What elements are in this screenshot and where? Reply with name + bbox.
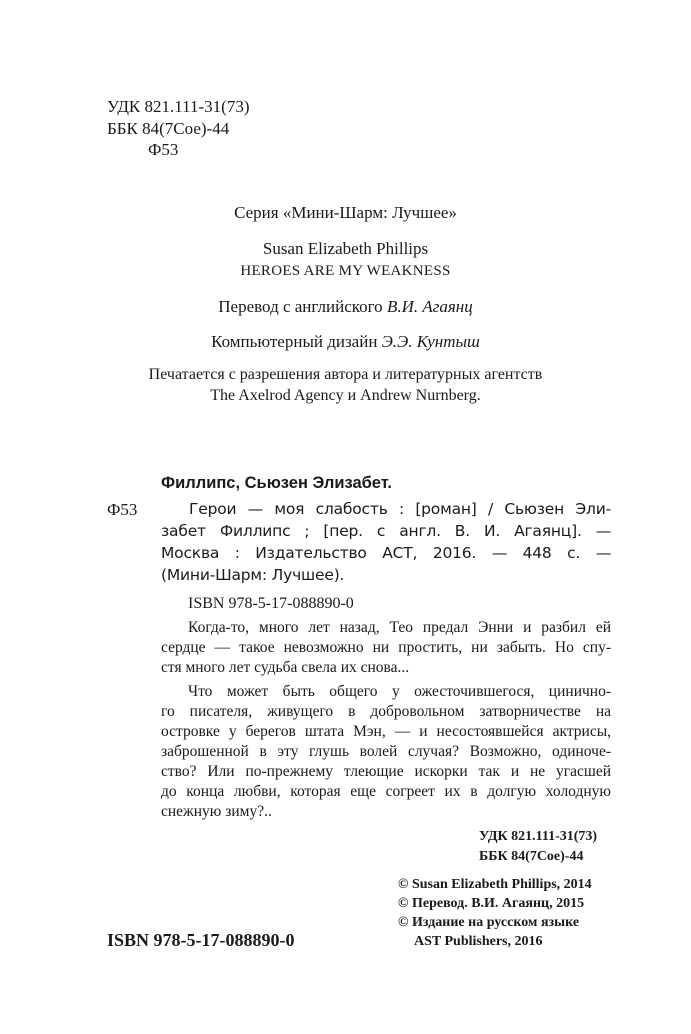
permission-line-2: The Axelrod Agency и Andrew Nurnberg.: [210, 387, 481, 404]
catalog-line-1: Герои — моя слабость : [роман] / Сьюзен Эли-: [189, 500, 611, 518]
annotation-p2-line-3: островке у берегов штата Мэн, — и несостоявшейся актрисы,: [161, 723, 611, 740]
annotation-p2-line-4: заброшенной в эту глушь волей случая? Возможно, одиноче-: [161, 743, 611, 760]
catalog-mark: Ф53: [107, 500, 138, 519]
original-title: HEROES ARE MY WEAKNESS: [240, 263, 451, 279]
catalog-line-4: (Мини-Шарм: Лучшее).: [161, 566, 345, 584]
annotation-p2-line-6: до конца любви, которая еще согреет их в долгую холодную: [161, 783, 611, 800]
design-credit: [0, 332, 691, 352]
annotation-p2-line-2: го писателя, живущего в добровольном затворничестве на: [161, 703, 611, 720]
annotation-p2-line-1: Что может быть общего у ожесточившегося, цинично-: [188, 683, 611, 700]
author-mark: Ф53: [148, 140, 179, 159]
translation-label: Перевод с английского: [218, 297, 387, 316]
translator-name: В.И. Агаянц: [386, 297, 473, 316]
catalog-line-3: Москва : Издательство АСТ, 2016. — 448 с. —: [161, 544, 611, 562]
bbk-code: ББК 84(7Сое)-44: [107, 119, 230, 138]
copyright-line-4: AST Publishers, 2016: [414, 934, 543, 949]
design-label: Компьютерный дизайн: [211, 332, 382, 351]
annotation-p1-line-3: стя много лет судьба свела их снова...: [161, 659, 410, 676]
annotation-p1-line-2: сердце — такое невозможно ни простить, ни забыть. Но спу-: [161, 639, 611, 656]
copyright-line-3: © Издание на русском языке: [398, 915, 580, 930]
bbk-code-bottom: ББК 84(7Сое)-44: [479, 849, 584, 864]
udk-code-bottom: УДК 821.111-31(73): [479, 829, 598, 844]
permission-line-1: Печатается с разрешения автора и литературных агентств: [148, 366, 543, 383]
annotation-p1-line-1: Когда-то, много лет назад, Тео предал Энни и разбил ей: [188, 619, 611, 636]
catalog-line-2: забет Филлипс ; [пер. с англ. В. И. Агаянц]. —: [161, 522, 611, 540]
annotation-p2-line-7: снежную зиму?..: [161, 803, 272, 820]
catalog-isbn: ISBN 978-5-17-088890-0: [188, 595, 354, 612]
original-author: Susan Elizabeth Phillips: [262, 239, 429, 258]
designer-name: Э.Э. Кунтыш: [381, 332, 480, 351]
copyright-line-1: © Susan Elizabeth Phillips, 2014: [398, 877, 592, 892]
annotation-p2-line-5: ство? Или по-прежнему тлеющие искорки так и не угасшей: [161, 763, 611, 780]
translation-credit: [0, 297, 691, 317]
copyright-line-2: © Перевод. В.И. Агаянц, 2015: [398, 896, 585, 911]
isbn-bottom: ISBN 978-5-17-088890-0: [107, 930, 295, 950]
catalog-heading: Филлипс, Сьюзен Элизабет.: [161, 474, 392, 492]
series-line: Серия «Мини-Шарм: Лучшее»: [234, 203, 457, 222]
udk-code: УДК 821.111-31(73): [107, 97, 250, 116]
